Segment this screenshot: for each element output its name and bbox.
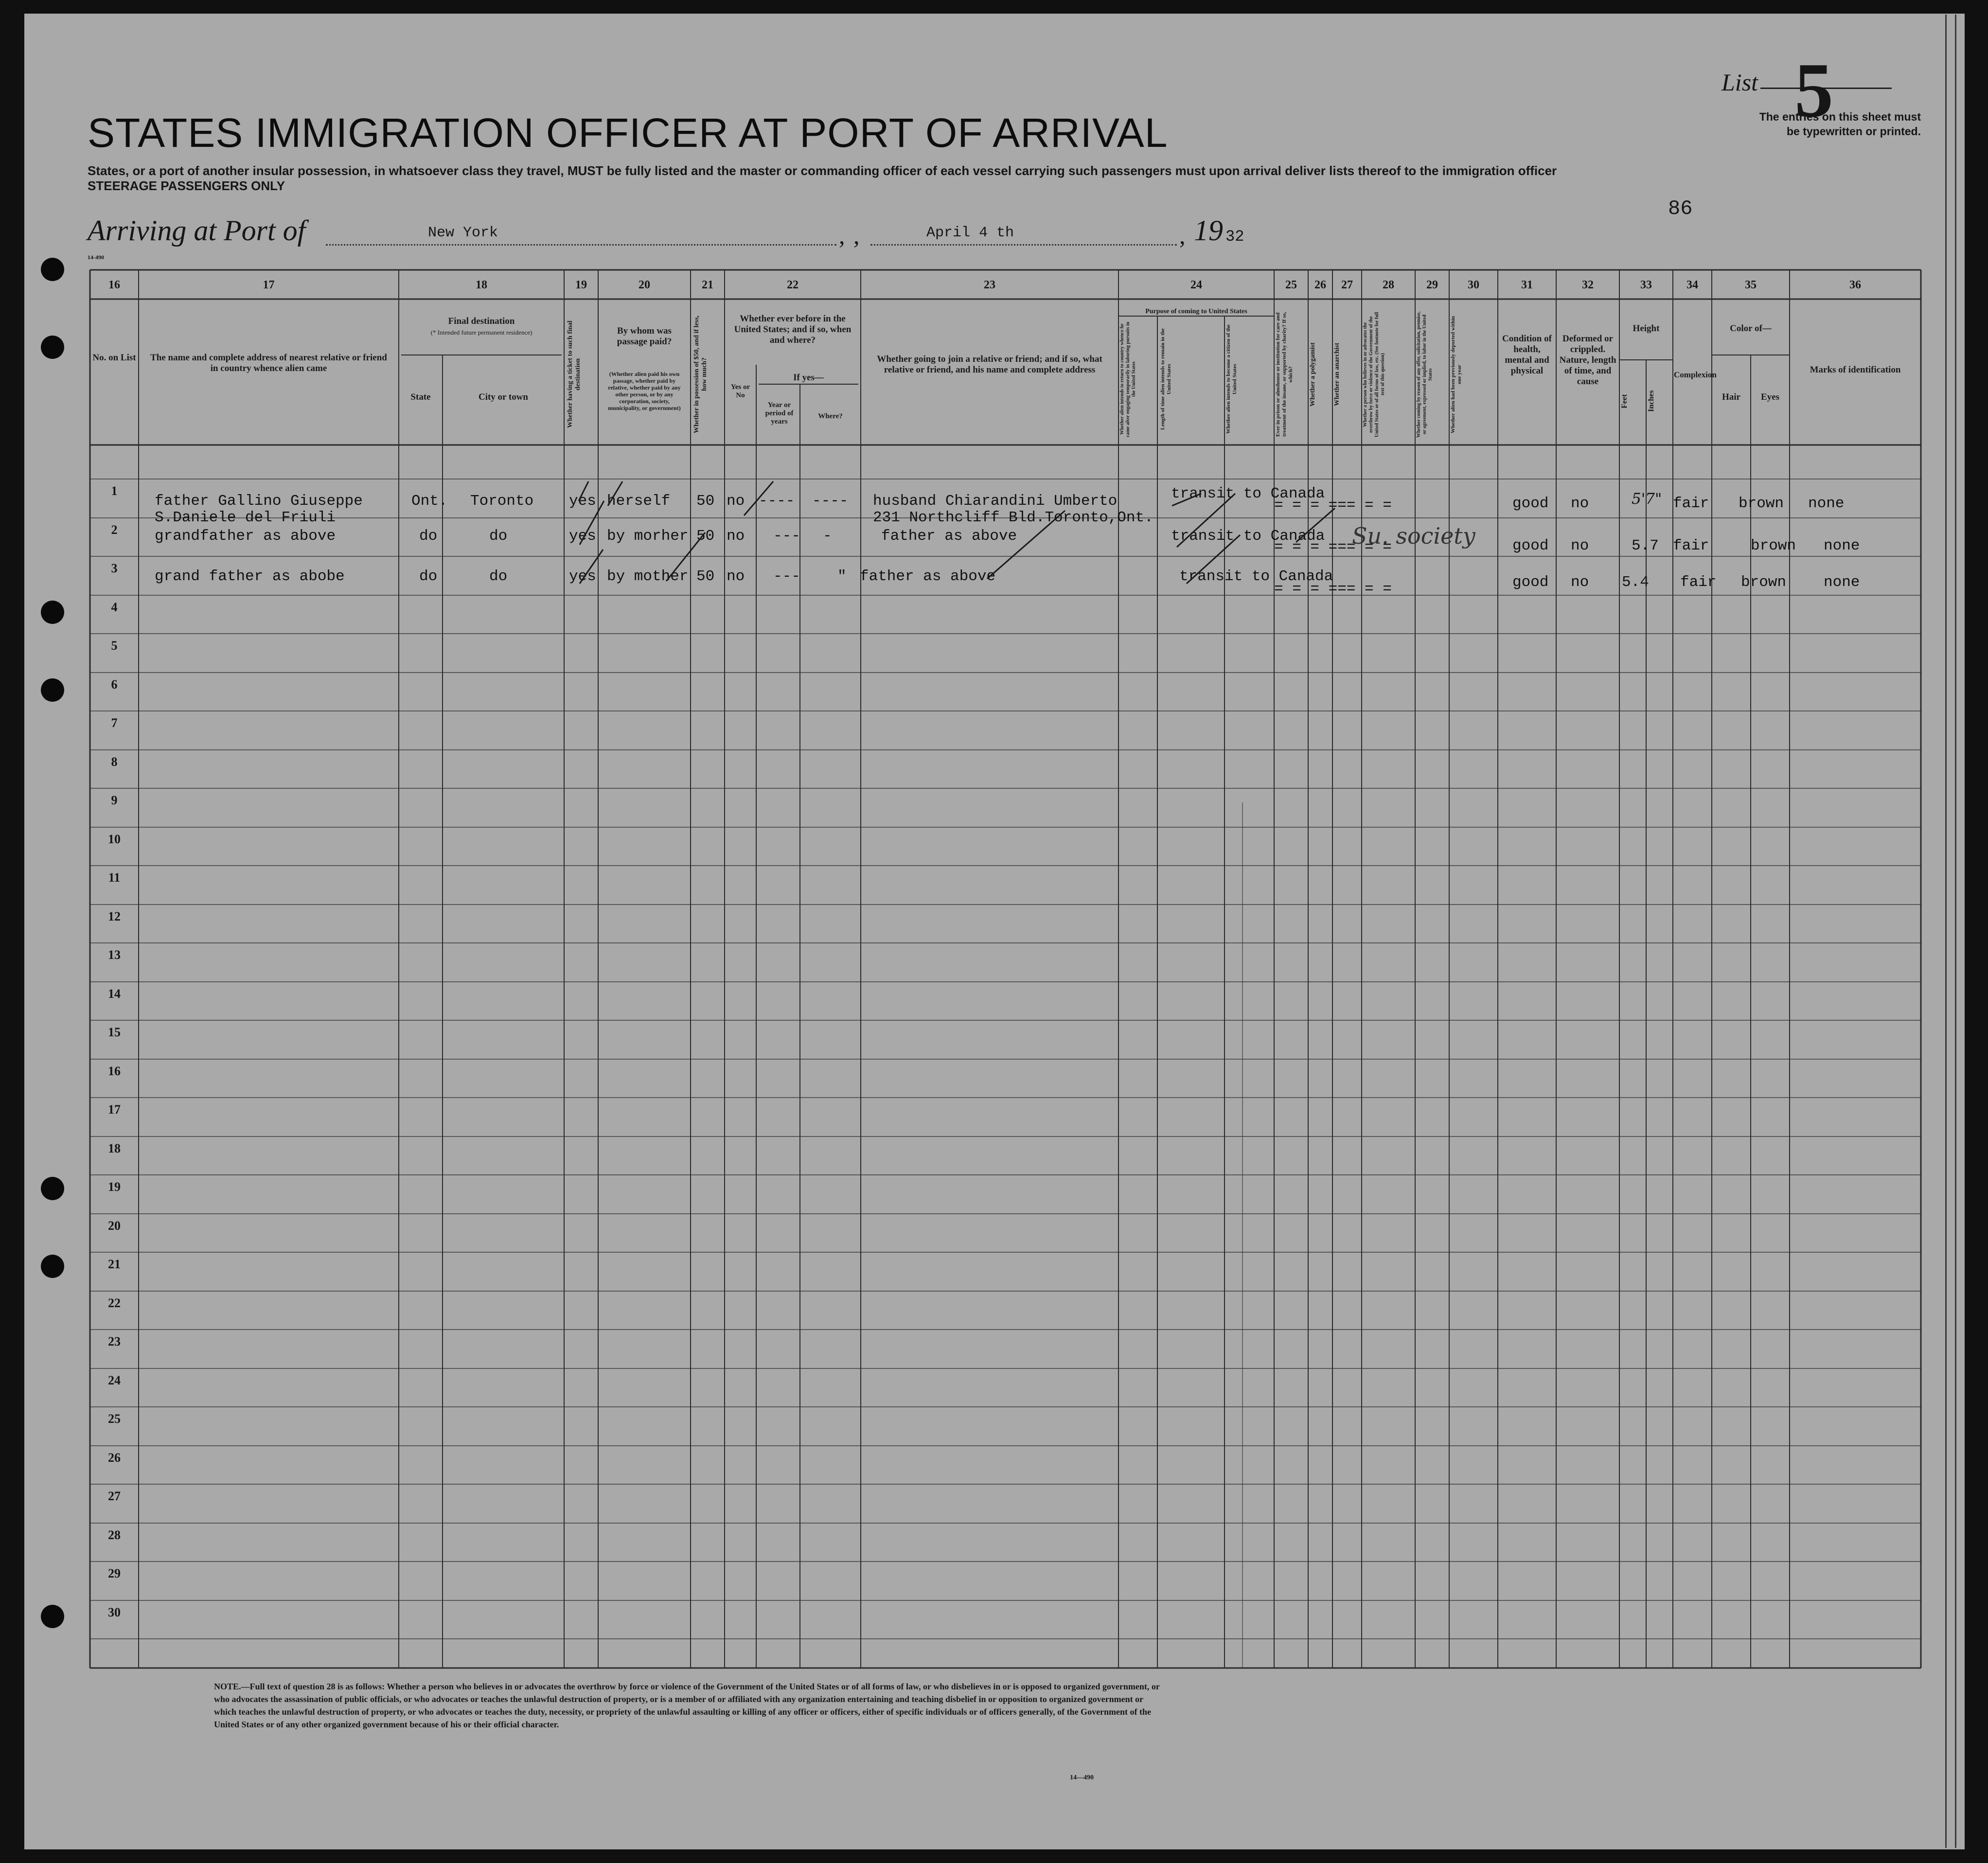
row-number: 14 — [108, 986, 121, 1001]
col-number-18: 18 — [476, 279, 487, 291]
header-ticket: Whether having a ticket to such final destination — [567, 320, 582, 428]
header-length-of-stay: Length of time alien intends to remain in the United States — [1160, 328, 1172, 430]
col-number-28: 28 — [1383, 279, 1394, 291]
separator-comma: , — [839, 222, 845, 249]
header-joining-relative: Whether going to join a relative or friend; and if so, what relative or friend, and his name and complete address — [877, 354, 1102, 375]
row3-money: 50 — [696, 568, 715, 585]
row2-marks-25-30: = = = === = = — [1274, 539, 1392, 556]
row2-complexion: fair — [1673, 537, 1709, 554]
list-number: 5 — [1794, 47, 1833, 133]
row1-marks-25-30: = = = === = = — [1274, 497, 1392, 514]
check-mark — [1187, 535, 1240, 584]
header-height: Height — [1633, 323, 1660, 334]
row3-where: " — [837, 568, 847, 585]
col-number-16: 16 — [108, 279, 120, 291]
header-by-whom-paid-note: (Whether alien paid his own passage, whether paid by relative, whether paid by any other person, or by any corporation, society, municipality, or government) — [608, 371, 681, 411]
row-number: 27 — [108, 1489, 121, 1503]
col-number-23: 23 — [984, 279, 995, 291]
check-mark — [1177, 494, 1235, 547]
row3-before-us: no — [727, 568, 745, 585]
row3-years: --- — [773, 568, 800, 585]
handwritten-note: Su. society — [1352, 523, 1475, 549]
header-complexion: Complexion — [1674, 370, 1717, 379]
header-final-destination: Final destination — [448, 316, 515, 326]
row-number: 3 — [111, 561, 118, 575]
year-prefix: 19 — [1194, 214, 1223, 247]
row-number: 9 — [111, 793, 118, 807]
row2-ticket: yes — [569, 528, 596, 545]
row-number: 22 — [108, 1295, 121, 1310]
sheet-number: 86 — [1668, 197, 1693, 220]
row-number: 4 — [111, 600, 118, 614]
row-number: 11 — [108, 870, 121, 885]
col-number-19: 19 — [575, 279, 587, 291]
row3-joining: father as above — [860, 568, 996, 585]
row2-years: --- — [773, 528, 800, 545]
header-hair: Hair — [1722, 392, 1740, 402]
check-mark — [1172, 494, 1201, 506]
col-number-26: 26 — [1314, 279, 1326, 291]
row2-hair: brown — [1751, 537, 1796, 554]
col-number-35: 35 — [1745, 279, 1757, 291]
row-number: 24 — [108, 1373, 121, 1387]
row1-before-us: no — [727, 493, 745, 510]
row1-complexion: fair — [1673, 495, 1709, 512]
check-mark — [580, 501, 604, 545]
header-yes-or-no: Yes or No — [730, 383, 750, 399]
row2-money: 50 — [696, 528, 715, 545]
row2-paid-by: by morher — [607, 528, 689, 545]
row1-ticket: yes — [569, 493, 596, 510]
row1-deformed: no — [1571, 495, 1589, 512]
row2-relative: grandfather as above — [155, 528, 336, 545]
row1-city: Toronto — [470, 493, 534, 510]
row-number: 2 — [111, 522, 118, 537]
row3-paid-by: by mother — [607, 568, 689, 585]
row-number: 7 — [111, 716, 118, 730]
row3-complexion: fair — [1680, 574, 1717, 591]
row-number: 1 — [111, 484, 118, 498]
header-marks-identification: Marks of identification — [1810, 365, 1901, 375]
col-number-25: 25 — [1285, 279, 1297, 291]
col-number-33: 33 — [1640, 279, 1652, 291]
list-label: List — [1722, 69, 1758, 96]
row1-hair: brown — [1739, 495, 1784, 512]
header-possession-50: Whether in possession of $50, and if less, how much? — [693, 315, 708, 434]
row-number: 26 — [108, 1450, 121, 1465]
row-number: 23 — [108, 1334, 121, 1348]
col-number-27: 27 — [1341, 279, 1353, 291]
row1-relative-address: S.Daniele del Friuli — [155, 509, 336, 526]
row2-deformed: no — [1571, 537, 1589, 554]
separator-comma: , — [1179, 222, 1186, 249]
row1-health: good — [1512, 495, 1549, 512]
row2-joining: father as above — [881, 528, 1017, 545]
row-number: 16 — [108, 1064, 121, 1078]
header-color-of: Color of— — [1730, 323, 1772, 334]
header-state: State — [410, 392, 431, 402]
row2-health: good — [1512, 537, 1549, 554]
row1-purpose: transit to Canada — [1171, 485, 1325, 502]
header-health: Condition of health, mental and physical — [1502, 334, 1552, 376]
document-title: STATES IMMIGRATION OFFICER AT PORT OF ARRIVAL — [88, 110, 1168, 156]
row-number: 29 — [108, 1566, 121, 1580]
header-no-on-list: No. on List — [92, 353, 136, 363]
row1-height: 5'7" — [1632, 490, 1662, 508]
row-number: 6 — [111, 677, 118, 692]
form-number: 14—490 — [1070, 1774, 1094, 1781]
header-become-citizen: Whether alien intends to become a citizen of the United States — [1225, 324, 1238, 434]
check-mark — [987, 511, 1065, 579]
check-mark — [666, 532, 705, 581]
row-number: 21 — [108, 1257, 121, 1271]
row-number: 8 — [111, 754, 118, 769]
steerage-subtitle: STEERAGE PASSENGERS ONLY — [88, 178, 285, 193]
header-by-whom-paid: By whom was passage paid? — [617, 326, 672, 347]
row2-city: do — [489, 528, 508, 545]
row3-marks-25-30: = = = === = = — [1274, 581, 1392, 598]
check-marks-layer — [0, 0, 1988, 632]
notice-line-2: be typewritten or printed. — [1786, 125, 1921, 138]
row-number: 12 — [108, 909, 121, 923]
row3-purpose: transit to Canada — [1179, 568, 1333, 585]
header-city-or-town: City or town — [478, 392, 529, 402]
row-number: 25 — [108, 1412, 121, 1426]
row1-where: ---- — [812, 493, 849, 510]
header-anarchist: Whether an anarchist — [1333, 342, 1341, 407]
row-number: 19 — [108, 1180, 121, 1194]
header-ever-before-us: Whether ever before in the United States; and if so, when and where? — [734, 314, 852, 345]
row3-ticket: yes — [569, 568, 596, 585]
row3-deformed: no — [1571, 574, 1589, 591]
row1-joining-address: 231 Northcliff Bld.Toronto,Ont. — [873, 509, 1154, 526]
header-final-destination-note: (* Intended future permanent residence) — [430, 329, 532, 336]
col-number-29: 29 — [1426, 279, 1438, 291]
row3-health: good — [1512, 574, 1549, 591]
col-number-21: 21 — [702, 279, 713, 291]
header-year-period: Year or period of years — [765, 401, 794, 426]
col-number-30: 30 — [1468, 279, 1479, 291]
row2-before-us: no — [727, 528, 745, 545]
check-mark — [1296, 508, 1335, 542]
check-mark — [579, 481, 588, 501]
header-inches: Inches — [1647, 390, 1655, 412]
col-number-32: 32 — [1582, 279, 1594, 291]
row-number: 15 — [108, 1025, 121, 1039]
row-number: 30 — [108, 1605, 121, 1619]
row3-hair: brown — [1741, 574, 1787, 591]
row-number: 20 — [108, 1218, 121, 1233]
row1-relative: father Gallino Giuseppe — [155, 493, 363, 510]
row-number: 5 — [111, 639, 118, 653]
row1-money: 50 — [696, 493, 715, 510]
check-mark — [608, 481, 622, 506]
check-mark — [580, 550, 603, 584]
form-number-small: 14-490 — [88, 254, 104, 261]
row2-purpose: transit to Canada — [1171, 528, 1325, 545]
row3-state: do — [419, 568, 438, 585]
header-feet: Feet — [1620, 394, 1629, 408]
row-number: 18 — [108, 1141, 121, 1155]
col-number-36: 36 — [1849, 279, 1861, 291]
header-where: Where? — [818, 412, 843, 420]
year-suffix: 32 — [1225, 228, 1244, 246]
footnote: NOTE.—Full text of question 28 is as follows: Whether a person who believes in or advocates the overthrow by force or violence of the Government of the United States or of all forms of law, or who disbelieves in or is opposed to organized government, or who advocates the assassination of public officials, or who advocates or teaches the unlawful destruction of property, or is a member of or affiliated with any organization entertaining and teaching disbelief in or opposition to organized government or which teaches the unlawful destruction of property, or who advocates or teaches the duty, necessity, or propriety of the unlawful assaulting or killing of any officer or officers, either of specific individuals or of officers generally, of the Government of the United States or of any other organized government because of his or their official character. — [214, 1682, 1160, 1729]
col-number-20: 20 — [639, 279, 650, 291]
arriving-label: Arriving at Port of — [88, 214, 306, 247]
col-number-24: 24 — [1190, 279, 1202, 291]
row1-marks: none — [1808, 495, 1845, 512]
header-eyes: Eyes — [1761, 392, 1779, 402]
header-if-yes: If yes— — [793, 373, 824, 383]
header-purpose: Purpose of coming to United States — [1145, 308, 1247, 315]
row1-years: ---- — [759, 493, 795, 510]
col-number-22: 22 — [787, 279, 799, 291]
row2-state: do — [419, 528, 438, 545]
col-number-31: 31 — [1521, 279, 1533, 291]
header-labor-offer: Whether coming by reason of any offer, solicitation, promise, or agreement, expressed or implied, to labor in the United States — [1416, 311, 1433, 438]
col-number-17: 17 — [263, 279, 275, 291]
row-number: 28 — [108, 1527, 121, 1542]
header-deported: Whether alien had been previously deported within one year — [1450, 316, 1462, 433]
date-value: April 4 th — [926, 225, 1014, 241]
notice-line-1: The entries on this sheet must — [1759, 110, 1921, 123]
row-number: 10 — [108, 832, 121, 846]
row2-height: 5.7 — [1632, 537, 1659, 554]
separator-comma: , — [853, 222, 860, 249]
header-prison-almshouse: Ever in prison or almshouse or institution for care and treatment of the insane, or supported by charity? If so, which? — [1275, 312, 1294, 437]
header-polygamist: Whether a polygamist — [1309, 342, 1316, 407]
row3-city: do — [489, 568, 508, 585]
check-mark — [744, 481, 773, 515]
row3-relative: grand father as abobe — [155, 568, 345, 585]
row-number: 13 — [108, 948, 121, 962]
row2-where: - — [823, 528, 832, 545]
header-purpose-return: Whether alien intends to return to country whence he came after engaging temporarily in laboring pursuits in the United States — [1119, 321, 1136, 437]
row1-joining: husband Chiarandini Umberto — [873, 493, 1118, 510]
row3-marks: none — [1824, 574, 1860, 591]
row1-paid-by: herself — [607, 493, 671, 510]
row2-marks: none — [1824, 537, 1860, 554]
header-overthrow-government: Whether a person who believes in or advocates the overthrow by force or violence of the Government of the United States or of all forms of law, etc. (See footnote for full text of this question) — [1363, 312, 1385, 437]
row3-height: 5.4 — [1622, 574, 1649, 591]
row1-state: Ont. — [411, 493, 448, 510]
row-number: 17 — [108, 1102, 121, 1117]
port-value: New York — [428, 225, 498, 241]
intro-text: States, or a port of another insular possession, in whatsoever class they travel, MUST be fully listed and the master or commanding officer of each vessel carrying such passengers must upon arrival deliver lists thereof to the immigration officer — [88, 163, 1557, 178]
col-number-34: 34 — [1686, 279, 1698, 291]
header-deformed: Deformed or crippled. Nature, length of time, and cause — [1559, 334, 1616, 387]
header-nearest-relative: The name and complete address of nearest relative or friend in country whence alien came — [150, 353, 387, 373]
